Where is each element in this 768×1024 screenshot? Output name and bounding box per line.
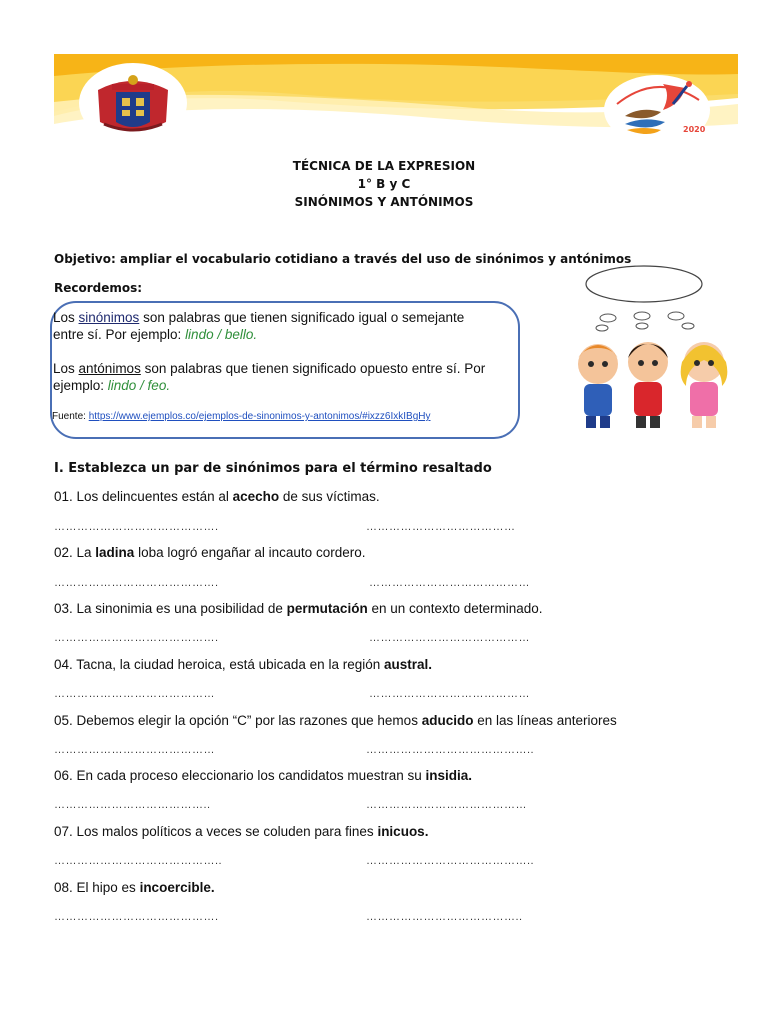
highlighted-term: permutación <box>286 601 368 616</box>
answer-line-right-01[interactable]: ………………………………… <box>366 521 516 533</box>
answer-line-right-05[interactable]: …………………………………….. <box>366 744 535 756</box>
title-line-1: TÉCNICA DE LA EXPRESION <box>292 159 476 173</box>
question-02: 02. La ladina loba logró engañar al incauto cordero. <box>54 545 366 560</box>
title-line-2: 1° B y C <box>357 177 411 191</box>
thinking-children-illustration <box>568 262 744 430</box>
objective-text: Objetivo: ampliar el vocabulario cotidiano a través del uso de sinónimos y antónimos <box>54 252 632 266</box>
answer-line-right-03[interactable]: …………………………………… <box>369 632 530 644</box>
answer-line-right-04[interactable]: …………………………………… <box>369 688 530 700</box>
question-07: 07. Los malos políticos a veces se coluden para fines inicuos. <box>54 824 429 839</box>
crest-icon <box>78 62 188 144</box>
answer-line-left-04[interactable]: …………………………………… <box>54 688 215 700</box>
answer-line-left-03[interactable]: ……………………………………. <box>54 632 219 644</box>
antonym-term: antónimos <box>78 361 141 376</box>
question-05: 05. Debemos elegir la opción “C” por las razones que hemos aducido en las líneas anteriores <box>54 713 617 728</box>
highlighted-term: aducido <box>421 713 474 728</box>
answer-line-right-06[interactable]: …………………………………… <box>366 799 527 811</box>
answer-line-left-08[interactable]: ……………………………………. <box>54 911 219 923</box>
highlighted-term: insidia. <box>425 768 472 783</box>
antonym-definition-line1: Los antónimos son palabras que tienen significado opuesto entre sí. Por <box>53 361 486 376</box>
logo-year: 2020 <box>683 125 706 134</box>
synonym-definition-line2: entre sí. Por ejemplo: lindo / bello. <box>53 327 258 342</box>
question-08: 08. El hipo es incoercible. <box>54 880 215 895</box>
answer-line-left-07[interactable]: …………………………………….. <box>54 855 223 867</box>
answer-line-left-02[interactable]: ……………………………………. <box>54 577 219 589</box>
source-link[interactable]: https://www.ejemplos.co/ejemplos-de-sinonimos-y-antonimos/#ixzz6IxkIBgHy <box>88 411 431 422</box>
answer-line-left-06[interactable]: ………………………………….. <box>54 799 211 811</box>
synonym-term: sinónimos <box>78 310 140 325</box>
title-line-3: SINÓNIMOS Y ANTÓNIMOS <box>294 195 474 209</box>
congress-logo-icon <box>603 74 711 146</box>
highlighted-term: inicuos. <box>377 824 429 839</box>
crest-logo <box>78 62 188 144</box>
highlighted-term: incoercible. <box>139 880 215 895</box>
highlighted-term: acecho <box>232 489 280 504</box>
question-03: 03. La sinonimia es una posibilidad de permutación en un contexto determinado. <box>54 601 543 616</box>
question-01: 01. Los delincuentes están al acecho de sus víctimas. <box>54 489 380 504</box>
answer-line-right-08[interactable]: ………………………………….. <box>366 911 523 923</box>
answer-line-right-07[interactable]: …………………………………….. <box>366 855 535 867</box>
answer-line-left-05[interactable]: …………………………………… <box>54 744 215 756</box>
synonym-example: lindo / bello. <box>185 327 258 342</box>
recordemos-label: Recordemos: <box>54 281 143 295</box>
question-06: 06. En cada proceso eleccionario los candidatos muestran su insidia. <box>54 768 472 783</box>
source-line: Fuente: https://www.ejemplos.co/ejemplos-de-sinonimos-y-antonimos/#ixzz6IxkIBgHy <box>52 411 431 422</box>
highlighted-term: ladina <box>95 545 135 560</box>
thinking-children-icon <box>568 262 744 430</box>
antonym-definition-line2: ejemplo: lindo / feo. <box>53 378 171 393</box>
antonym-example: lindo / feo. <box>107 378 171 393</box>
synonym-definition-line1: Los sinónimos son palabras que tienen significado igual o semejante <box>53 310 465 325</box>
answer-line-left-01[interactable]: ……………………………………. <box>54 521 219 533</box>
section-title: I. Establezca un par de sinónimos para el término resaltado <box>54 461 492 476</box>
answer-line-right-02[interactable]: …………………………………… <box>369 577 530 589</box>
question-04: 04. Tacna, la ciudad heroica, está ubicada en la región austral. <box>54 657 433 672</box>
congress-logo <box>603 74 711 146</box>
highlighted-term: austral. <box>383 657 433 672</box>
